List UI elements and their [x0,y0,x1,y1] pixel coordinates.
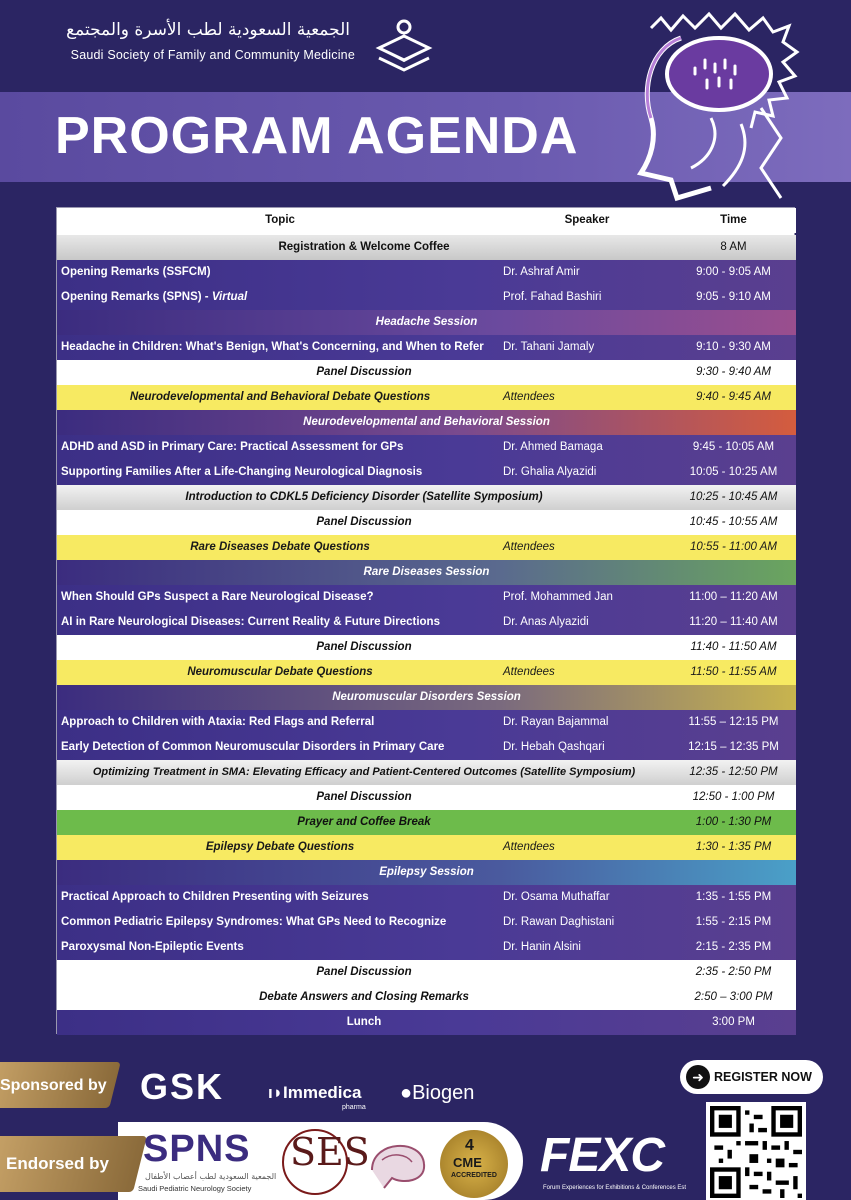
session-title: Rare Diseases Session [363,566,490,578]
row-speaker: Dr. Rayan Bajammal [503,716,609,728]
row-time: 2:50 – 3:00 PM [694,991,773,1003]
row-speaker: Prof. Mohammed Jan [503,591,613,603]
table-row [57,835,796,860]
cme-accredited: ACCREDITED [451,1172,497,1179]
cme-hours: 4 [465,1137,474,1154]
row-time: 12:15 – 12:35 PM [688,741,779,753]
row-topic: Epilepsy Debate Questions [205,841,355,853]
table-row [57,710,796,735]
row-topic: Introduction to CDKL5 Deficiency Disorder (Satellite Symposium) [185,491,543,503]
agenda-table [56,207,795,1034]
column-header-time: Time [720,214,747,226]
row-speaker: Dr. Ashraf Amir [503,266,580,278]
row-time: 9:30 - 9:40 AM [695,366,771,378]
session-title: Epilepsy Session [379,866,474,878]
row-time: 1:00 - 1:30 PM [695,816,772,828]
row-speaker: Dr. Tahani Jamaly [503,341,595,353]
row-time: 2:15 - 2:35 PM [695,941,772,953]
immedica-subtitle: pharma [342,1104,366,1111]
row-time: 1:30 - 1:35 PM [695,841,772,853]
header [0,0,851,200]
row-topic: Practical Approach to Children Presenting with Seizures [61,891,369,903]
row-time: 10:55 - 11:00 AM [690,541,777,553]
row-topic: When Should GPs Suspect a Rare Neurological Disease? [61,591,374,603]
biogen-logo: ●Biogen [400,1082,475,1104]
table-row [57,285,796,310]
row-time: 12:35 - 12:50 PM [689,766,778,778]
row-time: 11:55 – 12:15 PM [688,716,779,728]
table-row [57,660,796,685]
row-speaker: Prof. Fahad Bashiri [503,291,602,303]
spns-arabic-name: الجمعية السعودية لطب أعصاب الأطفال [145,1172,277,1181]
row-time: 11:00 – 11:20 AM [689,591,778,603]
column-header-speaker: Speaker [564,214,610,226]
row-time: 10:25 - 10:45 AM [689,491,778,503]
sponsored-by-label: Sponsored by [0,1077,107,1094]
row-speaker: Attendees [503,841,555,853]
table-row [57,935,796,960]
table-row [57,335,796,360]
register-now-label[interactable]: REGISTER NOW [714,1070,812,1084]
row-time: 11:50 - 11:55 AM [690,666,777,678]
row-speaker: Dr. Ahmed Bamaga [503,441,603,453]
row-topic: AI in Rare Neurological Diseases: Current Reality & Future Directions [61,616,440,628]
row-topic: Neuromuscular Debate Questions [187,666,373,678]
ssfcm-logo-icon [373,18,435,82]
row-topic: Rare Diseases Debate Questions [190,541,370,553]
row-time: 9:00 - 9:05 AM [696,266,771,278]
row-topic: Headache in Children: What's Benign, What's Concerning, and When to Refer [61,341,484,353]
session-header-row [57,685,796,710]
table-row [57,585,796,610]
row-topic: Optimizing Treatment in SMA: Elevating Efficacy and Patient-Centered Outcomes (Satellite Symposium) [92,766,636,778]
row-time: 10:45 - 10:55 AM [689,516,778,528]
row-topic: Debate Answers and Closing Remarks [259,991,469,1003]
row-time: 3:00 PM [712,1016,755,1028]
row-topic: Supporting Families After a Life-Changing Neurological Diagnosis [61,466,423,478]
table-row [57,260,796,285]
row-topic: Early Detection of Common Neuromuscular Disorders in Primary Care [61,741,445,753]
table-row [57,810,796,835]
session-header-row [57,560,796,585]
table-row [57,435,796,460]
table-row [57,785,796,810]
session-title: Neuromuscular Disorders Session [332,691,521,703]
row-time: 2:35 - 2:50 PM [695,966,772,978]
table-row [57,885,796,910]
fexc-logo: FEXC [540,1129,665,1182]
biogen-dot-icon: ● [400,1082,413,1104]
row-time: 12:50 - 1:00 PM [692,791,775,803]
row-topic: Common Pediatric Epilepsy Syndromes: What GPs Need to Recognize [61,916,447,928]
session-header-row [57,310,796,335]
sponsors-footer [0,1050,851,1200]
row-topic: Panel Discussion [316,366,412,378]
row-topic: Neurodevelopmental and Behavioral Debate Questions [129,391,431,403]
arrow-right-icon: ➜ [686,1065,710,1089]
table-row [57,235,796,260]
row-speaker: Dr. Anas Alyazidi [503,616,589,628]
head-brain-illustration [611,8,811,203]
spns-english-name: Saudi Pediatric Neurology Society [138,1184,252,1193]
row-topic: Opening Remarks (SSFCM) [61,266,211,278]
table-header-row [57,208,796,233]
page-title: PROGRAM AGENDA [55,107,579,165]
org-arabic-name: الجمعية السعودية لطب الأسرة والمجتمع [66,20,350,40]
row-time: 1:55 - 2:15 PM [695,916,772,928]
row-topic: Lunch [346,1016,382,1028]
registration-qr-code[interactable] [706,1102,806,1200]
table-row [57,510,796,535]
row-speaker: Dr. Ghalia Alyazidi [503,466,597,478]
row-time: 10:05 - 10:25 AM [689,466,778,478]
row-time: 11:20 – 11:40 AM [689,616,778,628]
spns-logo: SPNS [143,1128,251,1170]
table-row [57,485,796,510]
row-topic: Opening Remarks (SPNS) - Virtual [61,291,248,303]
row-speaker: Dr. Osama Muthaffar [503,891,610,903]
cme-label: CME [453,1155,482,1170]
row-time: 9:40 - 9:45 AM [695,391,771,403]
row-topic: Registration & Welcome Coffee [278,241,450,253]
immedica-icon: ı◗ [268,1083,283,1102]
table-row [57,610,796,635]
row-time: 9:10 - 9:30 AM [696,341,771,353]
row-time: 9:45 - 10:05 AM [692,441,775,453]
row-speaker: Dr. Hanin Alsini [503,941,581,953]
row-speaker: Dr. Hebah Qashqari [503,741,605,753]
row-topic: Paroxysmal Non-Epileptic Events [61,941,244,953]
table-row [57,985,796,1010]
neurosurgery-society-logo [362,1130,434,1194]
org-english-name: Saudi Society of Family and Community Medicine [70,48,355,62]
row-topic: Prayer and Coffee Break [297,816,431,828]
ses-logo-text: SES [290,1130,370,1174]
row-time: 11:40 - 11:50 AM [690,641,777,653]
gsk-logo: GSK [140,1066,225,1107]
session-header-row [57,860,796,885]
row-topic: Approach to Children with Ataxia: Red Flags and Referral [61,716,375,728]
endorsed-by-label: Endorsed by [6,1154,109,1173]
immedica-logo: ı◗Immedica [268,1083,362,1102]
table-row [57,360,796,385]
fexc-subtitle: Forum Experiences for Exhibitions & Conferences Est [543,1185,687,1191]
table-row [57,735,796,760]
table-row [57,760,796,785]
row-time: 9:05 - 9:10 AM [696,291,771,303]
row-topic: Panel Discussion [316,641,412,653]
row-topic: Panel Discussion [316,516,412,528]
table-row [57,910,796,935]
session-title: Neurodevelopmental and Behavioral Session [303,416,550,428]
row-speaker: Attendees [503,541,555,553]
row-time: 1:35 - 1:55 PM [695,891,772,903]
session-title: Headache Session [375,316,478,328]
table-row [57,535,796,560]
row-topic: Panel Discussion [316,791,412,803]
table-row [57,1010,796,1035]
table-row [57,385,796,410]
row-speaker: Attendees [503,666,555,678]
table-row [57,460,796,485]
row-speaker: Attendees [503,391,555,403]
table-row [57,635,796,660]
row-topic: Panel Discussion [316,966,412,978]
row-time: 8 AM [720,241,747,253]
row-topic-note: Virtual [211,291,248,303]
column-header-topic: Topic [265,214,295,226]
row-speaker: Dr. Rawan Daghistani [503,916,615,928]
row-topic: ADHD and ASD in Primary Care: Practical Assessment for GPs [61,441,404,453]
table-row [57,960,796,985]
session-header-row [57,410,796,435]
ssfcm-logo-block [55,18,435,78]
